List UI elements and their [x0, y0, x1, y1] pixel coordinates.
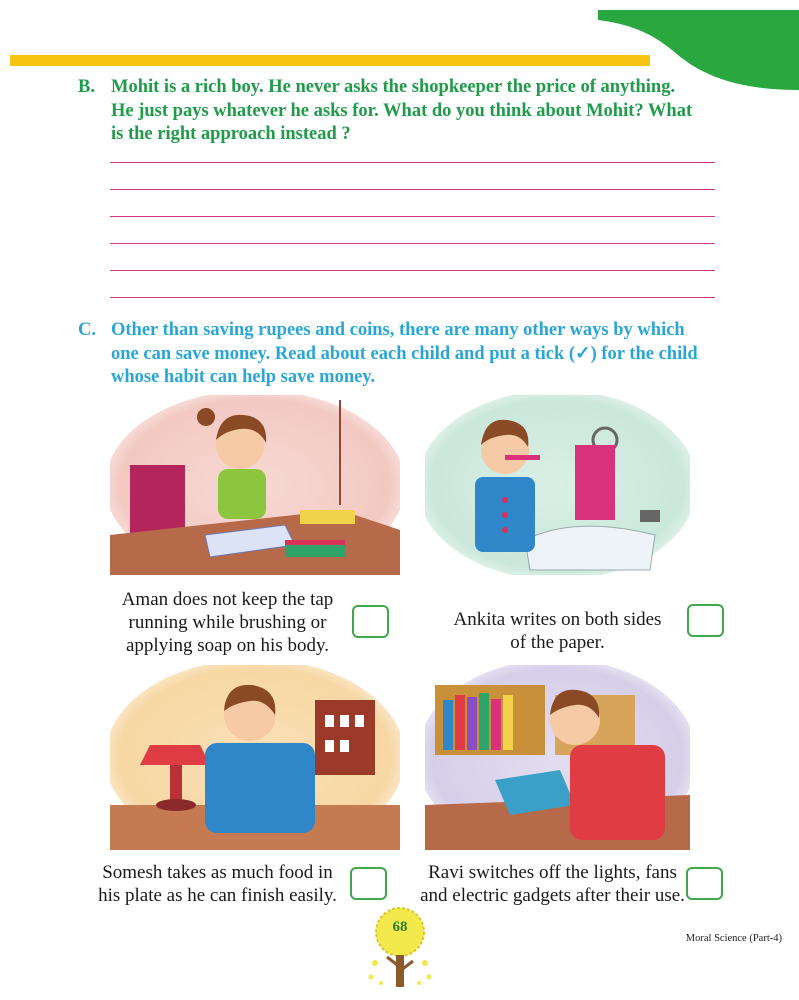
answer-line[interactable]: [110, 189, 715, 190]
question-b-line: is the right approach instead ?: [111, 124, 351, 144]
caption-line: and electric gadgets after their use.: [420, 885, 685, 906]
header-yellow-bar: [10, 55, 650, 66]
answer-line[interactable]: [110, 243, 715, 244]
question-b-line: He just pays whatever he asks for. What do you think about Mohit? What: [111, 100, 693, 121]
caption-line: of the paper.: [510, 632, 605, 653]
caption-ankita: [440, 608, 675, 654]
girl-writing-illustration: [110, 395, 400, 575]
question-c-line: whose habit can help save money.: [111, 367, 376, 387]
tick-box-aman[interactable]: [352, 605, 389, 638]
question-c-label: C.: [78, 320, 96, 340]
tick-box-ankita[interactable]: [687, 604, 724, 637]
question-b-label: B.: [78, 77, 95, 97]
caption-line: Aman does not keep the tap: [121, 589, 334, 610]
caption-somesh: [90, 861, 345, 907]
tick-box-somesh[interactable]: [350, 867, 387, 900]
boy-brushing-teeth-illustration: [425, 395, 690, 575]
answer-line[interactable]: [110, 297, 715, 298]
caption-line: Ravi switches off the lights, fans: [428, 862, 677, 883]
caption-line: his plate as he can finish easily.: [98, 885, 337, 906]
caption-aman: [110, 588, 345, 657]
answer-line[interactable]: [110, 162, 715, 163]
caption-line: running while brushing or: [128, 612, 327, 633]
boy-switching-off-lights-illustration: [110, 665, 400, 850]
caption-line: applying soap on his body.: [125, 635, 329, 656]
question-c-line: Other than saving rupees and coins, there are many other ways by which: [111, 320, 685, 340]
tick-box-ravi[interactable]: [686, 867, 723, 900]
page-number: 68: [392, 919, 408, 935]
question-c-line: one can save money. Read about each child and put a tick (✓) for the child: [111, 343, 698, 364]
caption-line: Somesh takes as much food in: [102, 862, 333, 883]
question-b-line: Mohit is a rich boy. He never asks the shopkeeper the price of anything.: [111, 77, 676, 97]
boy-with-telephone-illustration: [425, 665, 690, 850]
answer-line[interactable]: [110, 216, 715, 217]
caption-line: Ankita writes on both sides: [453, 609, 662, 630]
caption-ravi: [420, 861, 685, 907]
book-title: Moral Science (Part-4): [685, 933, 782, 944]
answer-line[interactable]: [110, 270, 715, 271]
